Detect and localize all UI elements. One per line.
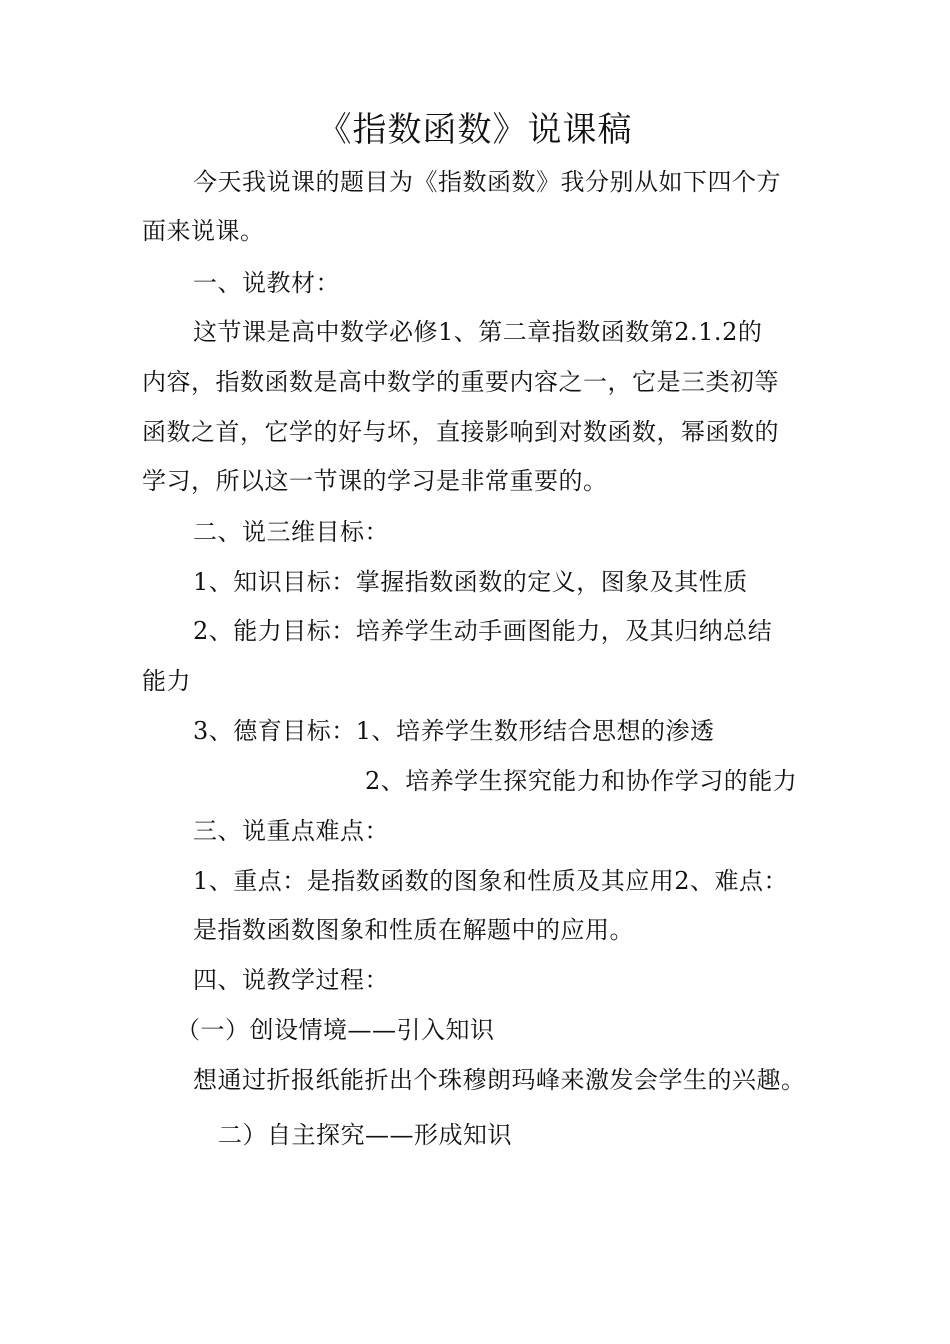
paragraph-line: 学习，所以这一节课的学习是非常重要的。 [142, 467, 608, 495]
list-item: 1、知识目标：掌握指数函数的定义，图象及其性质 [193, 568, 748, 596]
paragraph-line: 今天我说课的题目为《指数函数》我分别从如下四个方 [193, 168, 781, 196]
paragraph-line: 是指数函数图象和性质在解题中的应用。 [193, 916, 634, 944]
list-item: 2、培养学生探究能力和协作学习的能力 [365, 767, 798, 795]
section-heading: 一、说教材： [193, 269, 340, 297]
section-heading: 四、说教学过程： [193, 966, 389, 994]
section-heading: 二、说三维目标： [193, 518, 389, 546]
document-title: 《指数函数》说课稿 [317, 110, 633, 150]
paragraph-line: 这节课是高中数学必修1、第二章指数函数第2.1.2的 [193, 318, 763, 346]
paragraph-line: 面来说课。 [142, 217, 265, 245]
subsection-heading: 二）自主探究——形成知识 [218, 1121, 512, 1149]
list-item: 2、能力目标：培养学生动手画图能力，及其归纳总结 [193, 617, 773, 645]
paragraph-line: 能力 [142, 667, 191, 695]
paragraph-line: 函数之首，它学的好与坏，直接影响到对数函数，幂函数的 [142, 418, 779, 446]
list-item: 1、重点：是指数函数的图象和性质及其应用2、难点： [193, 867, 789, 895]
subsection-heading: （一）创设情境——引入知识 [176, 1016, 495, 1044]
paragraph-line: 想通过折报纸能折出个珠穆朗玛峰来激发会学生的兴趣。 [193, 1066, 806, 1094]
section-heading: 三、说重点难点： [193, 817, 389, 845]
list-item: 3、德育目标：1、培养学生数形结合思想的渗透 [193, 717, 715, 745]
paragraph-line: 内容，指数函数是高中数学的重要内容之一，它是三类初等 [142, 368, 779, 396]
